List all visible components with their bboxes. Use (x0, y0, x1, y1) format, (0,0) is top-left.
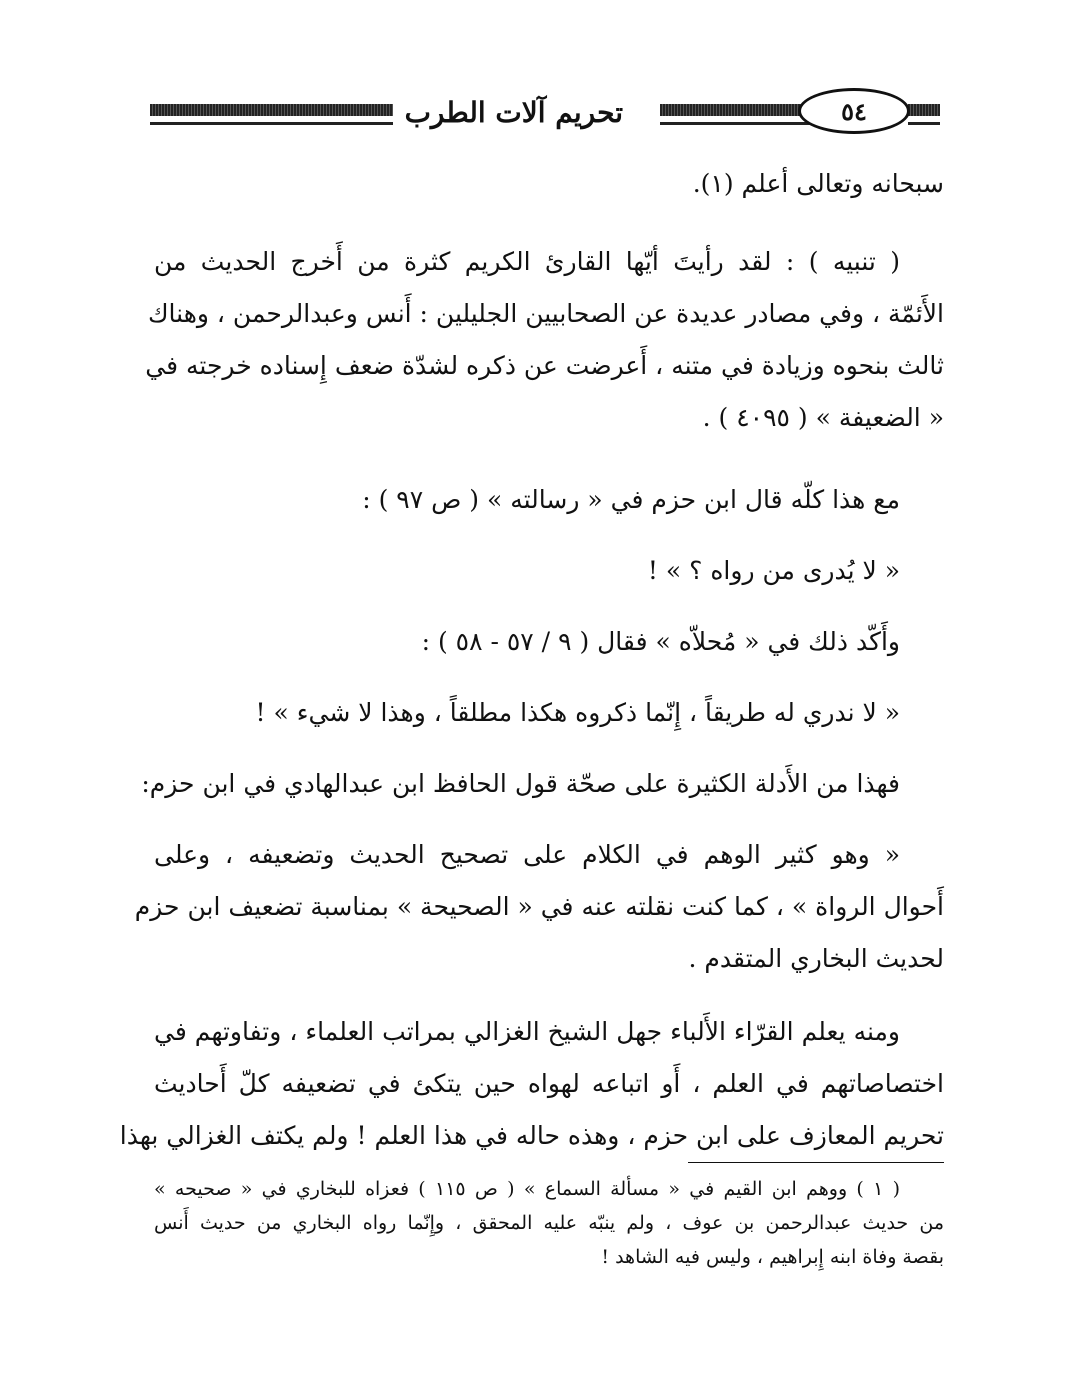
header-rule-middle-thin (660, 122, 810, 125)
paragraph-8-line-2: أَحوال الرواة » ، كما كنت نقلته عنه في « الصحيحة » بمناسبة تضعيف ابن حزم (134, 892, 944, 921)
header-rule-left-thick (150, 104, 420, 116)
page-number: ٥٤ (798, 88, 910, 134)
paragraph-4-line-1: « لا يُدرى من رواه ؟ » ! (647, 556, 900, 585)
paragraph-2-line-2: الأَئمّة ، وفي مصادر عديدة عن الصحابيين الجليلين : أَنس وعبدالرحمن ، وهناك (147, 299, 944, 328)
paragraph-9 (119, 1006, 944, 1162)
paragraph-2-line-1: ( تنبيه ) : لقد رأيتَ أيّها القارئ الكريم كثرة من أَخرج الحديث من (154, 247, 900, 276)
paragraph-5-line-1: وأَكّد ذلك في « مُحلاّه » فقال ( ٩ / ٥٧ - ٥٨ ) : (421, 627, 900, 656)
header-rule-right-thin (908, 122, 940, 125)
footnote-line-1: ( ١ ) ووهم ابن القيم في « مسألة السماع » ( ص ١١٥ ) فعزاه للبخاري في « صحيحه » (154, 1178, 901, 1200)
paragraph-2 (145, 236, 944, 444)
paragraph-7-line-1: فهذا من الأَدلة الكثيرة على صحّة قول الحافظ ابن عبدالهادي في ابن حزم: (141, 769, 900, 798)
paragraph-8 (134, 829, 944, 985)
header-rule-middle-thick (660, 104, 810, 116)
paragraph-2-line-4: « الضعيفة » ( ٤٠٩٥ ) . (702, 403, 944, 432)
header-rule-left-thin (150, 122, 420, 125)
footnote-line-3: بقصة وفاة ابنه إِبراهيم ، وليس فيه الشاهد ! (601, 1246, 944, 1268)
paragraph-8-line-1: « وهو كثير الوهم في الكلام على تصحيح الحديث وتضعيفه ، وعلى (154, 840, 900, 869)
paragraph-2-line-3: ثالث بنحوه وزيادة في متنه ، أَعرضت عن ذكره لشدّة ضعف إِسناده خرجته في (145, 351, 944, 380)
footnote (154, 1172, 944, 1274)
running-header (150, 84, 940, 144)
paragraph-9-line-2: اختصاصاتهم في العلم ، أَو اتباعه لهواه حين يتكئ في تضعيفه كلّ أَحاديث (154, 1069, 944, 1098)
running-title: تحريم آلات الطرب (393, 96, 635, 129)
paragraph-8-line-3: لحديث البخاري المتقدم . (688, 944, 944, 973)
header-rule-right-thick (908, 104, 940, 116)
footnote-line-2: من حديث عبدالرحمن بن عوف ، ولم ينبّه عليه المحقق ، وإِنّما رواه البخاري من حديث أَنس (154, 1212, 944, 1234)
footnote-separator (688, 1162, 944, 1163)
paragraph-1-line-1: سبحانه وتعالى أعلم (١). (692, 169, 944, 198)
paragraph-9-line-3: تحريم المعازف على ابن حزم ، وهذه حاله في هذا العلم ! ولم يكتف الغزالي بهذا (119, 1121, 944, 1150)
paragraph-9-line-1: ومنه يعلم القرّاء الأَلباء جهل الشيخ الغزالي بمراتب العلماء ، وتفاوتهم في (154, 1017, 900, 1046)
paragraph-3-line-1: مع هذا كلّه قال ابن حزم في « رسالته » ( ص ٩٧ ) : (362, 485, 900, 514)
paragraph-6-line-1: « لا ندري له طريقاً ، إِنّما ذكروه هكذا مطلقاً ، وهذا لا شيء » ! (255, 698, 900, 727)
